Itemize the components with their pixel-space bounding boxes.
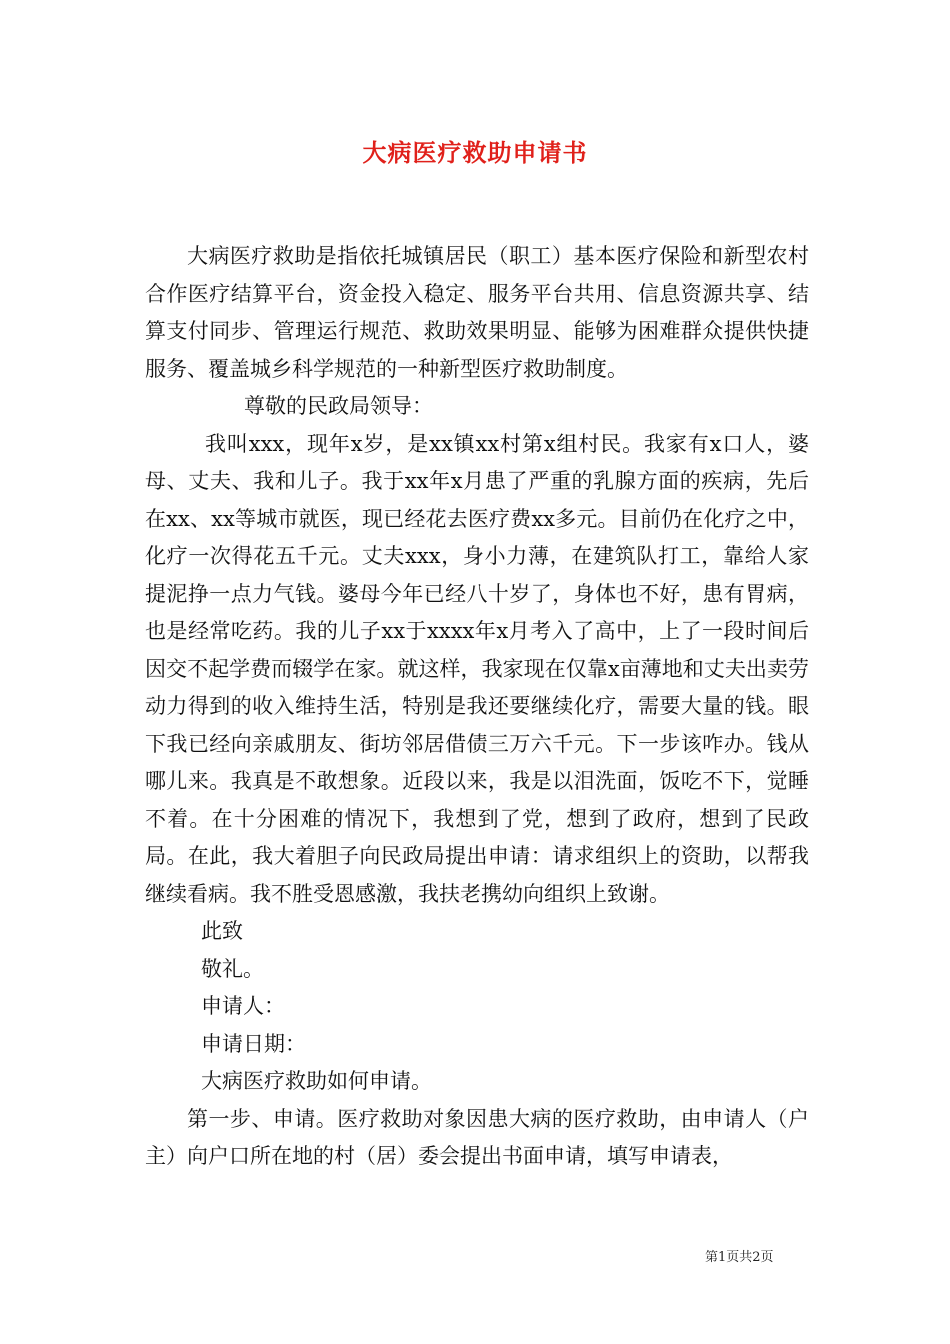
applicant-line: 申请人：: [201, 994, 285, 1018]
document-title: 大病医疗救助申请书: [362, 138, 588, 167]
date-line: 申请日期：: [201, 1031, 306, 1056]
salutation: 尊敬的民政局领导：: [244, 394, 433, 418]
step1-paragraph: 第一步、申请。医疗救助对象因患大病的医疗救助，由申请人（户主）向户口所在地的村（居）委会提出书面申请，填写申请表，: [145, 1106, 809, 1168]
closing-line-1: 此致: [201, 919, 243, 943]
intro-paragraph: 大病医疗救助是指依托城镇居民（职工）基本医疗保险和新型农村合作医疗结算平台，资金投入稳定、服务平台共用、信息资源共享、结算支付同步、管理运行规范、救助效果明显、能够为困难群众提供快捷服务、覆盖城乡科学规范的一种新型医疗救助制度。: [145, 244, 809, 381]
closing-line-2: 敬礼。: [201, 956, 264, 981]
body-paragraph: 我叫xxx，现年x岁，是xx镇xx村第x组村民。我家有x口人，婆母、丈夫、我和儿子。我于xx年x月患了严重的乳腺方面的疾病，先后在xx、xx等城市就医，现已经花去医疗费xx多元。目前仍在化疗之中，化疗一次得花五千元。丈夫xxx，身小力薄，在建筑队打工，靠给人家提泥挣一点力气钱。婆母今年已经八十岁了，身体也不好，患有胃病，也是经常吃药。我的儿子xx于xxxx年x月考入了高中，上了一段时间后因交不起学费而辍学在家。就这样，我家现在仅靠x亩薄地和丈夫出卖劳动力得到的收入维持生活，特别是我还要继续化疗，需要大量的钱。眼下我已经向亲戚朋友、街坊邻居借债三万六千元。下一步该咋办。钱从哪儿来。我真是不敢想象。近段以来，我是以泪洗面，饭吃不下，觉睡不着。在十分困难的情况下，我想到了党，想到了政府，想到了民政局。在此，我大着胆子向民政局提出申请：请求组织上的资助，以帮我继续看病。我不胜受恩感激，我扶老携幼向组织上致谢。: [145, 431, 809, 906]
page-number: 第1页共2页: [705, 1250, 774, 1265]
section-heading: 大病医疗救助如何申请。: [201, 1069, 432, 1093]
document-body: [145, 238, 809, 1176]
